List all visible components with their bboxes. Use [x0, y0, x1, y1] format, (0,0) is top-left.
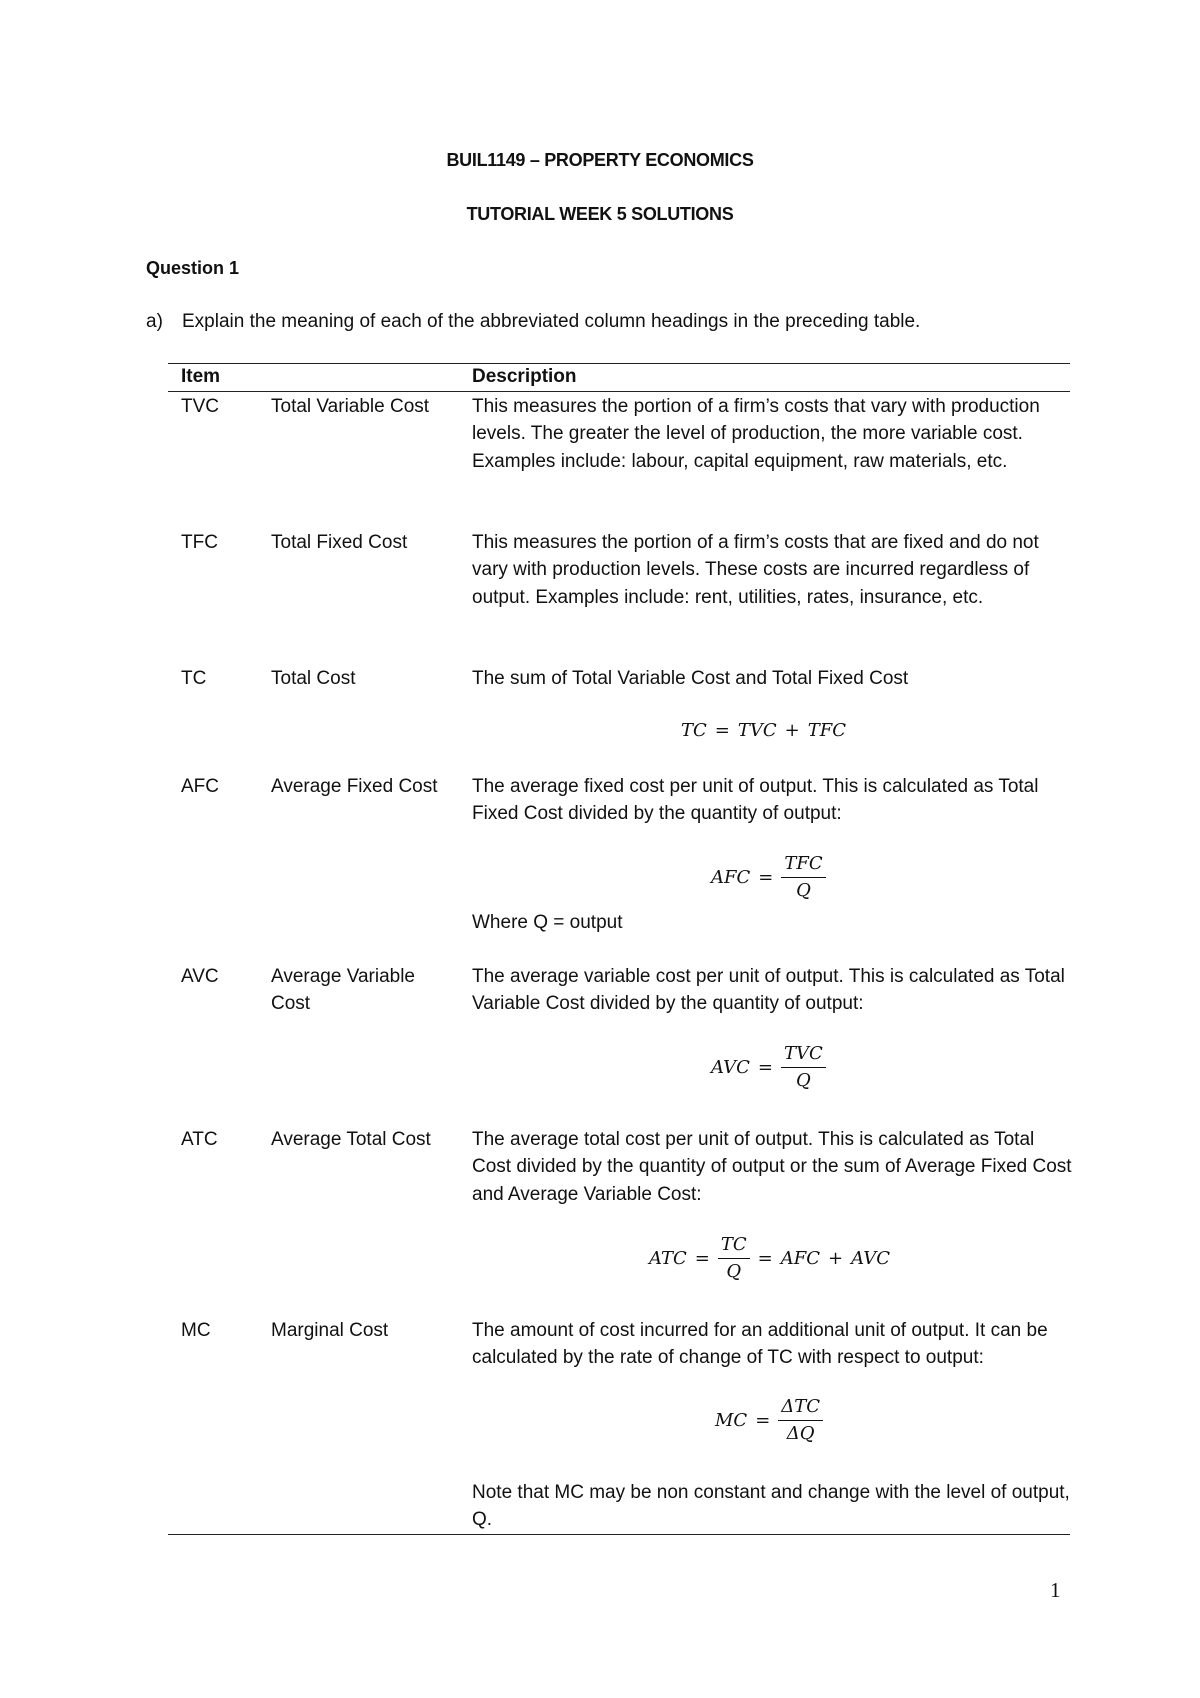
equation-mc: MC = $\frac{\text{ΔTC}}{\Delta Q}$: [715, 1396, 823, 1444]
note-mc: Note that MC may be non constant and change with the level of output, Q.: [472, 1482, 1070, 1531]
equation-avc: AVC = $\frac{\text{TVC}}{Q}$: [711, 1043, 826, 1091]
row-abbr-mc: MC: [181, 1320, 211, 1341]
row-desc-tvc: This measures the portion of a firm’s costs that vary with production levels. The greater the level of production, the more variable cost. Examples include: labour, capital equipment, raw materials, etc.: [472, 396, 1040, 472]
row-name-mc: Marginal Cost: [271, 1320, 389, 1341]
table-header-item: Item: [181, 366, 221, 387]
part-label: a): [146, 311, 163, 332]
question-heading: Question 1: [146, 258, 240, 278]
row-name-avc: Average Variable Cost: [271, 966, 416, 1015]
row-desc-atc: The average total cost per unit of output. This is calculated as Total Cost divided by the quantity of output or the sum of Average Fixed Cost and Average Variable Cost:: [472, 1129, 1072, 1205]
row-desc-tfc: This measures the portion of a firm’s costs that are fixed and do not vary with production levels. These costs are incurred regardless of output. Examples include: rent, utilities, rates, insurance, etc.: [472, 532, 1039, 608]
equation-tc: TC = TVC + TFC: [681, 720, 847, 741]
tutorial-title: TUTORIAL WEEK 5 SOLUTIONS: [466, 204, 734, 224]
row-name-atc: Average Total Cost: [271, 1129, 431, 1150]
question-part-a: [146, 311, 920, 333]
row-abbr-tfc: TFC: [181, 532, 218, 553]
row-desc-avc: The average variable cost per unit of output. This is calculated as Total Variable Cost divided by the quantity of output:: [472, 966, 1065, 1015]
row-abbr-atc: ATC: [181, 1129, 218, 1150]
table-top-rule: [168, 363, 1070, 364]
row-name-afc: Average Fixed Cost: [271, 776, 438, 797]
course-title: BUIL1149 – PROPERTY ECONOMICS: [446, 150, 754, 170]
equation-afc: AFC = $\frac{\text{TFC}}{Q}$: [711, 853, 826, 901]
row-name-tc: Total Cost: [271, 668, 356, 689]
equation-atc: ATC = $\frac{TC}{Q}$ = AFC + AVC: [649, 1234, 890, 1282]
table-header-rule: [168, 391, 1070, 392]
row-abbr-tc: TC: [181, 668, 207, 689]
row-abbr-tvc: TVC: [181, 396, 219, 417]
row-abbr-afc: AFC: [181, 776, 219, 797]
row-name-tvc: Total Variable Cost: [271, 396, 430, 417]
table-header-description: Description: [472, 366, 577, 387]
row-abbr-avc: AVC: [181, 966, 219, 987]
row-name-tfc: Total Fixed Cost: [271, 532, 408, 553]
row-desc-mc: The amount of cost incurred for an additional unit of output. It can be calculated by the rate of change of TC with respect to output:: [472, 1320, 1048, 1369]
page-number: 1: [1050, 1578, 1061, 1602]
table-bottom-rule: [168, 1534, 1070, 1535]
row-desc-afc: The average fixed cost per unit of output. This is calculated as Total Fixed Cost divided by the quantity of output:: [472, 776, 1039, 825]
part-text: Explain the meaning of each of the abbreviated column headings in the preceding table.: [182, 311, 921, 332]
row-desc-tc: The sum of Total Variable Cost and Total Fixed Cost: [472, 668, 909, 689]
note-afc: Where Q = output: [472, 912, 623, 933]
